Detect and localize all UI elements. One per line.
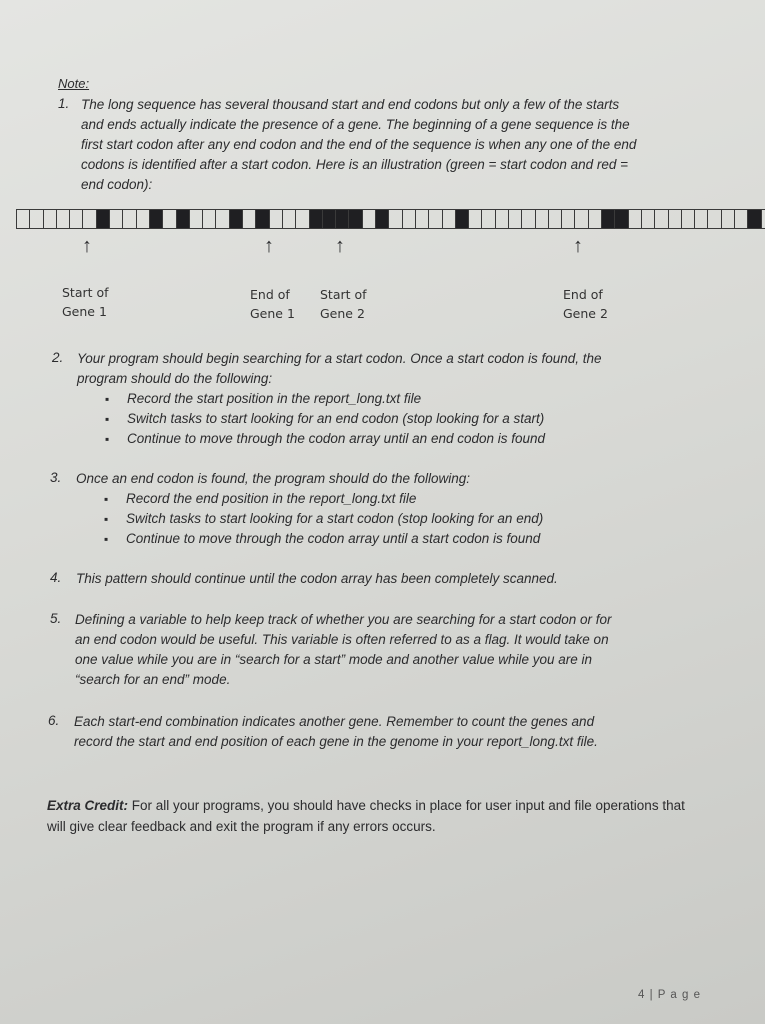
item-1-line: codons is identified after a start codon. Here is an illustration (green = start codon and red = [81,157,629,172]
item-5-text [75,610,725,690]
extra-credit [47,795,707,837]
codon-cell [109,209,122,229]
item-2-line: Your program should begin searching for a start codon. Once a start codon is found, the [77,351,602,366]
codon-cell [16,209,29,229]
codon-cell [388,209,401,229]
arrow-up-icon: ↑ [335,235,345,257]
codon-cell-marked [229,209,242,229]
item-5-line: one value while you are in “search for a start” mode and another value while you are in [75,652,593,667]
label-line: Start of [62,285,109,300]
item-6-text [74,712,724,752]
codon-cell [508,209,521,229]
item-4-line: This pattern should continue until the codon array has been completely scanned. [76,571,558,586]
item-1-number: 1. [58,96,70,111]
label-end-gene-2 [563,285,608,323]
codon-cell [641,209,654,229]
item-2-text [77,349,717,389]
codon-strip [16,209,765,229]
codon-cell [29,209,42,229]
label-line: Gene 1 [250,306,295,321]
codon-cell [136,209,149,229]
codon-cell-marked [322,209,335,229]
extra-credit-text: For all your programs, you should have checks in place for user input and file operations that will give clear feedback and exit the program if any errors occurs. [47,798,685,834]
codon-cell-marked [375,209,388,229]
arrow-up-icon: ↑ [264,235,274,257]
item-6-line: record the start and end position of each gene in the genome in your report_long.txt file. [74,734,598,749]
codon-cell-marked [601,209,614,229]
codon-cell [561,209,574,229]
codon-cell [282,209,295,229]
bullet-item: ▪ Switch tasks to start looking for an end codon (stop looking for a start) [105,409,545,429]
codon-cell [707,209,720,229]
label-start-gene-1 [62,283,109,321]
codon-cell-marked [455,209,468,229]
codon-cell [681,209,694,229]
codon-cell [82,209,95,229]
codon-cell [442,209,455,229]
codon-cell [721,209,734,229]
codon-cell [481,209,494,229]
note-heading: Note: [58,76,90,91]
item-6-number: 6. [48,713,60,728]
label-line: End of [250,287,290,302]
arrow-up-icon: ↑ [573,235,583,257]
codon-cell [588,209,601,229]
codon-cell-marked [176,209,189,229]
label-line: Gene 2 [320,306,365,321]
codon-cell-marked [335,209,348,229]
codon-cell [56,209,69,229]
codon-cell [654,209,667,229]
codon-cell [535,209,548,229]
codon-cell [242,209,255,229]
item-4-text [76,569,716,589]
codon-cell-marked [747,209,760,229]
item-6-line: Each start-end combination indicates another gene. Remember to count the genes and [74,714,595,729]
item-2-number: 2. [52,350,64,365]
codon-cell [734,209,747,229]
label-line: Gene 1 [62,304,107,319]
codon-cell [162,209,175,229]
codon-cell [521,209,534,229]
extra-credit-label: Extra Credit: [47,798,129,813]
codon-cell-marked [614,209,627,229]
bullet-item: ▪ Continue to move through the codon array until an end codon is found [105,429,545,449]
item-1-line: first start codon after any end codon and the end of the sequence is when any one of the end [81,137,637,152]
codon-cell [574,209,587,229]
codon-cell [668,209,681,229]
item-1-text [81,95,711,195]
arrow-up-icon: ↑ [82,235,92,257]
codon-cell [761,209,765,229]
item-5-line: Defining a variable to help keep track of whether you are searching for a start codon or for [75,612,612,627]
label-line: Gene 2 [563,306,608,321]
codon-cell-marked [96,209,109,229]
codon-cell [189,209,202,229]
codon-cell [548,209,561,229]
codon-cell [628,209,641,229]
codon-cell-marked [149,209,162,229]
bullet-item: ▪ Continue to move through the codon array until a start codon is found [104,529,543,549]
codon-cell-marked [348,209,361,229]
bullet-item: ▪ Switch tasks to start looking for a start codon (stop looking for an end) [104,509,543,529]
item-5-number: 5. [50,611,62,626]
codon-cell [202,209,215,229]
codon-cell [694,209,707,229]
item-5-line: an end codon would be useful. This variable is often referred to as a flag. It would take on [75,632,609,647]
codon-cell [362,209,375,229]
item-4-number: 4. [50,570,62,585]
item-2-line: program should do the following: [77,371,273,386]
codon-cell [122,209,135,229]
codon-cell [468,209,481,229]
codon-cell-marked [255,209,268,229]
item-1-line: end codon): [81,177,153,192]
item-5-line: “search for an end” mode. [75,672,231,687]
codon-cell [402,209,415,229]
bullet-item: ▪ Record the start position in the report_long.txt file [105,389,545,409]
item-1-line: and ends actually indicate the presence of a gene. The beginning of a gene sequence is the [81,117,630,132]
codon-cell-marked [309,209,322,229]
bullet-item: ▪ Record the end position in the report_long.txt file [104,489,543,509]
codon-cell [495,209,508,229]
item-3-line: Once an end codon is found, the program should do the following: [76,471,471,486]
item-2-bullets [105,389,545,449]
item-3-bullets [104,489,543,549]
label-line: Start of [320,287,367,302]
label-end-gene-1 [250,285,295,323]
label-start-gene-2 [320,285,367,323]
item-3-text [76,469,716,489]
codon-cell [295,209,308,229]
item-3-number: 3. [50,470,62,485]
codon-cell [269,209,282,229]
codon-cell [415,209,428,229]
page-number: 4 | P a g e [638,989,702,1001]
item-1-line: The long sequence has several thousand start and end codons but only a few of the starts [81,97,620,112]
label-line: End of [563,287,603,302]
codon-cell [69,209,82,229]
codon-cell [215,209,228,229]
codon-cell [428,209,441,229]
codon-cell [43,209,56,229]
